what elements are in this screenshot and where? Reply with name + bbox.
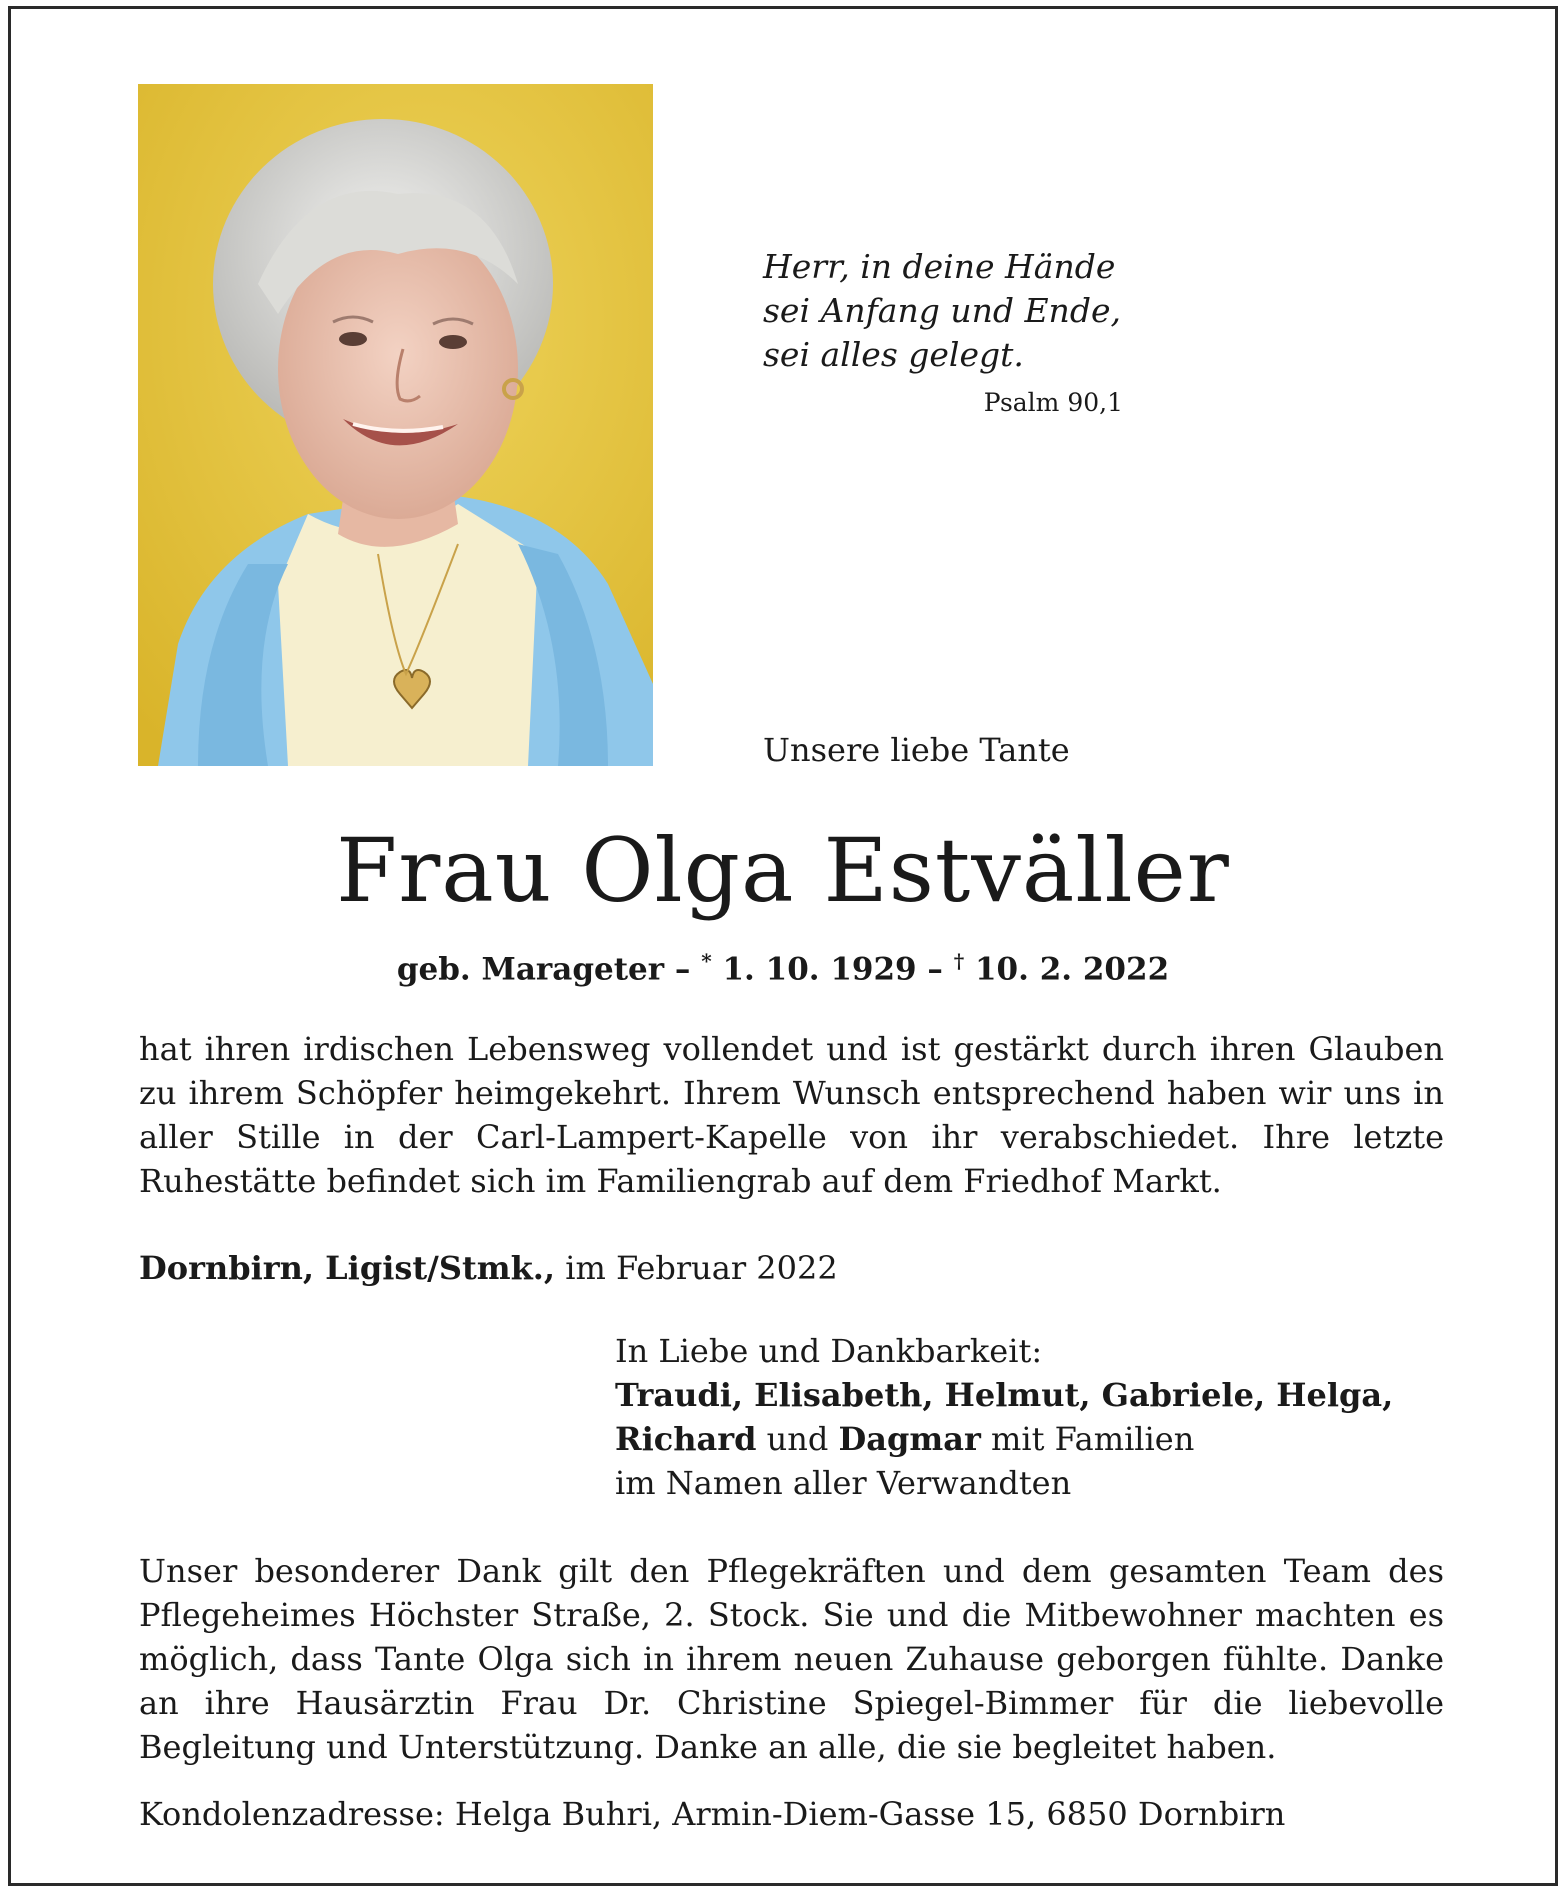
signoff-closing: im Namen aller Verwandten <box>615 1464 1072 1502</box>
death-cross-icon: † <box>953 949 965 973</box>
place-month: im Februar 2022 <box>555 1249 838 1287</box>
family-name-dagmar: Dagmar <box>838 1420 981 1458</box>
deceased-name: Frau Olga Estväller <box>336 819 1230 922</box>
names-suffix: mit Familien <box>980 1420 1195 1458</box>
quote-line: sei Anfang und Ende, <box>763 291 1121 330</box>
obituary-body: hat ihren irdischen Lebensweg vollendet und ist gestärkt durch ihren Glauben zu ihrem Schöpfer heimgekehrt. Ihrem Wunsch entsprechend haben wir uns in aller Stille in der Carl-Lampert-Kapelle von ihr verabschiedet. Ihre letzte Ruhestätte befindet sich im Familiengrab auf dem Friedhof Markt. <box>139 1030 1444 1200</box>
names-connector: und <box>756 1420 839 1458</box>
signoff-names <box>615 1373 1455 1461</box>
bible-quote <box>763 245 1123 425</box>
quote-line: sei alles gelegt. <box>763 335 1024 374</box>
family-name-richard: Richard <box>615 1420 757 1458</box>
place-date <box>139 1249 838 1287</box>
death-date: 10. 2. 2022 <box>964 951 1170 988</box>
family-names: Traudi, Elisabeth, Helmut, Gabriele, Helga, <box>615 1376 1394 1414</box>
portrait-photo <box>138 84 653 766</box>
dates-separator: – <box>664 951 702 988</box>
intro-text: Unsere liebe Tante <box>763 731 1070 769</box>
portrait-icon <box>138 84 653 766</box>
life-dates <box>11 949 1555 987</box>
maiden-name: geb. Marageter <box>396 951 665 988</box>
obituary-notice <box>8 6 1558 1886</box>
family-signoff <box>615 1329 1455 1505</box>
thanks-text: Unser besonderer Dank gilt den Pflegekräften und dem gesamten Team des Pflegeheimes Höchster Straße, 2. Stock. Sie und die Mitbewohner machten es möglich, dass Tante Olga sich in ihrem neuen Zuhause geborgen fühlte. Danke an ihre Hausärztin Frau Dr. Christine Spiegel-Bimmer für die liebevolle Begleitung und Unterstützung. Danke an alle, die sie begleitet haben. <box>139 1552 1444 1766</box>
signoff-intro: In Liebe und Dankbarkeit: <box>615 1332 1043 1370</box>
quote-line: Herr, in deine Hände <box>763 247 1116 286</box>
place-location: Dornbirn, Ligist/Stmk., <box>139 1249 556 1287</box>
condolence-address: Kondolenzadresse: Helga Buhri, Armin-Diem-Gasse 15, 6850 Dornbirn <box>139 1795 1286 1833</box>
birth-date: 1. 10. 1929 <box>711 951 917 988</box>
dates-separator: – <box>916 951 954 988</box>
birth-star-icon: * <box>701 949 712 973</box>
quote-reference: Psalm 90,1 <box>983 388 1123 417</box>
